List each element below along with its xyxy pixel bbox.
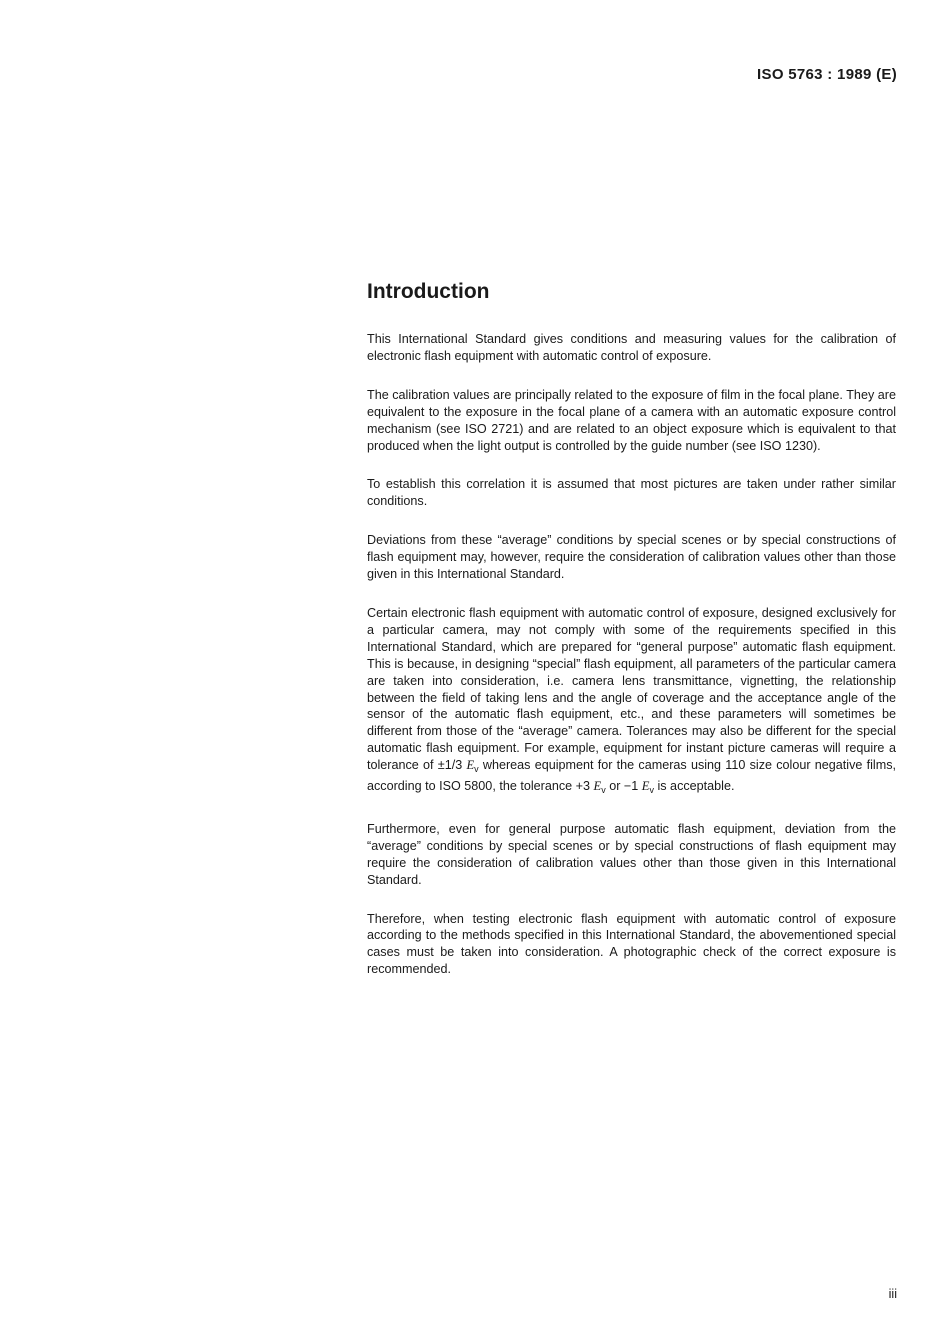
special-text-part1: Certain electronic flash equipment with automatic control of exposure, designed exclusively for a particular camera, may not comply with some of the requirements specified in this International Standard, which are prepared for “general purpose” automatic flash equipment. This is because, in designing “special” flash equipment, all parameters of the particular camera are taken into consideration, i.e. camera lens transmittance, vignetting, the relationship between the field of taking lens and the angle of coverage and the acceptance angle of the sensor of the automatic flash equipment, etc., and these parameters will sometimes be different from those of the “average” camera. Tolerances may also be different for the special automatic flash equipment. For example, equipment for instant picture cameras will require a tolerance of ±1/3 <box>367 605 896 773</box>
paragraph-deviations: Deviations from these “average” conditions by special scenes or by special constructions of flash equipment may, however, require the consideration of calibration values other than those given in this International Standard. <box>367 533 896 582</box>
page-title: Introduction <box>367 280 490 303</box>
page-number: iii <box>888 1287 897 1301</box>
special-text-part3: or −1 <box>605 779 642 794</box>
main-content <box>367 278 896 1000</box>
paragraph-calibration: The calibration values are principally related to the exposure of film in the focal plane. They are equivalent to the exposure in the focal plane of a camera with an automatic exposure control mechanism (see ISO 2721) and are related to an object exposure which is equivalent to that produced when the light output is controlled by the guide number (see ISO 1230). <box>367 387 896 453</box>
paragraph-special-equipment <box>367 605 896 799</box>
special-text-part2: whereas equipment for the cameras using 110 size colour negative films, according to ISO 5800, the tolerance +3 <box>367 758 896 794</box>
paragraph-correlation: To establish this correlation it is assumed that most pictures are taken under rather similar conditions. <box>367 477 896 509</box>
special-text-part4: is acceptable. <box>653 779 735 794</box>
standard-reference: ISO 5763 : 1989 (E) <box>757 66 897 83</box>
paragraph-testing: Therefore, when testing electronic flash equipment with automatic control of exposure according to the methods specified in this International Standard, the abovementioned special cases must be taken into consideration. A photographic check of the correct exposure is recommended. <box>367 911 896 977</box>
ev-symbol: $E_v$ <box>466 758 479 775</box>
paragraph-general-purpose: Furthermore, even for general purpose automatic flash equipment, deviation from the “average” conditions by special scenes or by special constructions of flash equipment may require the consideration of calibration values other than those given in this International Standard. <box>367 821 896 887</box>
paragraph-scope: This International Standard gives conditions and measuring values for the calibration of electronic flash equipment with automatic control of exposure. <box>367 332 896 363</box>
ev-symbol: $E_v$ <box>641 779 654 796</box>
ev-symbol: $E_v$ <box>593 779 606 796</box>
